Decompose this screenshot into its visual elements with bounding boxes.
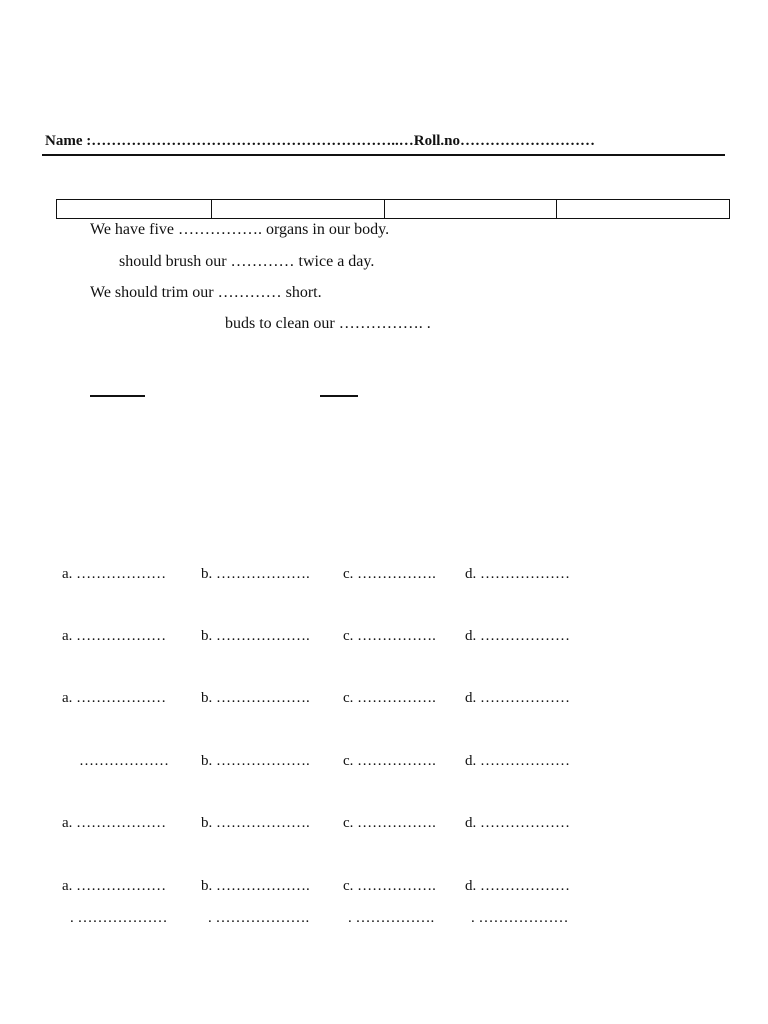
short-underline [320, 395, 358, 397]
option-a: ……………… [79, 753, 169, 769]
option-d: d. ……………… [465, 878, 570, 894]
option-b: b. ………………. [201, 878, 310, 894]
empty-word-table [56, 199, 730, 219]
option-c: c. ……………. [343, 815, 436, 831]
option-a: a. ……………… [62, 815, 167, 831]
option-a: a. ……………… [62, 690, 167, 706]
table-cell [557, 200, 729, 218]
option-a: a. ……………… [62, 878, 167, 894]
option-b: . ………………. [208, 910, 310, 926]
table-cell [57, 200, 212, 218]
option-c: c. ……………. [343, 690, 436, 706]
option-b: b. ………………. [201, 566, 310, 582]
option-d: d. ……………… [465, 753, 570, 769]
option-c: . ……………. [348, 910, 435, 926]
option-b: b. ………………. [201, 690, 310, 706]
option-b: b. ………………. [201, 815, 310, 831]
option-d: . ……………… [471, 910, 569, 926]
option-c: c. ……………. [343, 753, 436, 769]
option-d: d. ……………… [465, 628, 570, 644]
option-c: c. ……………. [343, 566, 436, 582]
table-cell [212, 200, 385, 218]
header-underline [42, 154, 725, 156]
sentence-3: We should trim our ………… short. [90, 284, 322, 301]
option-b: b. ………………. [201, 628, 310, 644]
option-a: a. ……………… [62, 566, 167, 582]
sentence-4: buds to clean our ……………. . [225, 315, 431, 332]
option-a: a. ……………… [62, 628, 167, 644]
short-underline [90, 395, 145, 397]
option-c: c. ……………. [343, 878, 436, 894]
option-b: b. ………………. [201, 753, 310, 769]
table-cell [385, 200, 557, 218]
option-d: d. ……………… [465, 566, 570, 582]
sentence-1: We have five ……………. organs in our body. [90, 221, 390, 238]
option-d: d. ……………… [465, 815, 570, 831]
option-c: c. ……………. [343, 628, 436, 644]
option-d: d. ……………… [465, 690, 570, 706]
option-a: . ……………… [70, 910, 168, 926]
sentence-2: should brush our ………… twice a day. [119, 253, 375, 270]
name-rollno-line: Name :……………………………………………………..…Roll.no……………………… [45, 133, 595, 149]
